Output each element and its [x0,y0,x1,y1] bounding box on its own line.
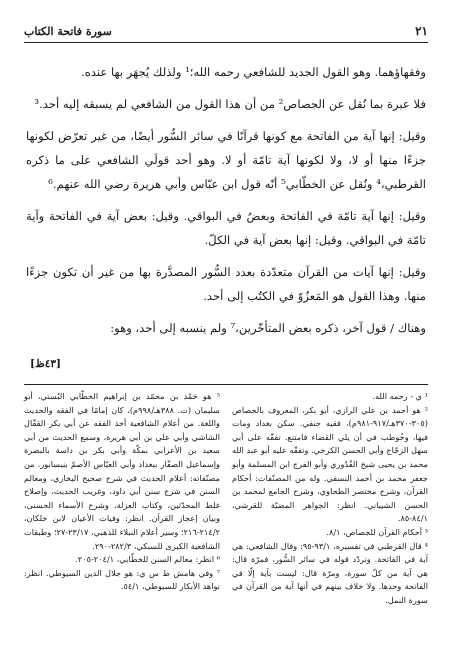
paragraph: فلا عبرة بما نُقل عن الجصاص² من أن هذا القول من الشافعي لم يسبقه إليه أحد.³ [34,97,426,111]
paragraph: وقيل: إنها آيات من القرآن متعدّدة بعدد السُّور المصدَّرة بها من غير أن تكون جزءًا منها. وهذا القول هو المَعزُوّ في الكتُب إلى أحد. [26,265,426,303]
footnote-separator [24,384,428,385]
footnote: ³ أحكام القرآن للجصاص، ٨/١. [326,526,428,537]
page-number: ٢١ [415,24,428,38]
footnotes-left-column [24,390,220,652]
main-text [26,60,426,348]
header-rule [24,42,428,43]
page-header [24,22,428,40]
running-title: سورة فاتحة الكتاب [24,24,112,38]
footnote: ⁵ هو حَمْد بن محمّد بن إبراهيم الخطّابي البُستي، أبو سليمان (ت. ٣٨٨هـ/٩٩٨م)، كان إمامًا في الفقه والحديث واللغة. من أعلام الشافعية أخذ الفقه عن أبي بكر القفّال الشاشي وأبي علي بن أبي هريرة، وسمع الحديث من أبي سعيد بن الأعرابي بمكّة وأبي بكر بن داسة بالبصرة وإسماعيل الصفّار ببغداد وأبي العبّاس الأصمّ بنيسابور. من مصنّفاته: أعلام الحديث في شرح صحيح البخاري، ومعالم السنن في شرح سنن أبي داود، وغريب الحديث، وإصلاح غلط المحدّثين، وكتاب العزلة، وشرح الأسماء الحسنى، وبيان إعجاز القرآن. انظر: وفيات الأعيان لابن خلكان، ٢١٤/٢-٢١٦؛ وسير أعلام النبلاء للذهبي، ٢٣/١٧-٢٧؛ وطبقات الشافعية الكبرى للسبكي، ٢٨٢/٣-٢٩٠. [24,391,220,551]
footnote: ² هو أحمد بن علي الرازي، أبو بكر، المعروف بالجصاص (٣٠٥-٣٧٠هـ/٩١٧-٩٨١م)، فقيه حنفي. سكن بغداد ومات فيها، وخُوطب في أن يلي القضاء فامتنع. تفقّه على أبي سهل الزجّاج وأبي الحسن الكرخي. وتفقّه عليه أبو عبد الله محمد بن يحيى شيخ القُدُوري وأبو الفرج ابن المسلمة وأبو جعفر محمد بن أحمد النسفي. وله من المصنّفات: أحكام القرآن، وشرح مختصر الطحاوي، وشرح الجامع لمحمد بن الحسن الشيباني. انظر: الجواهر المضيّة للقرشي، ٨٤/١-٨٥. [232,404,428,524]
footnote: ⁷ وفي هامش ط س ي: هو جلال الدين السيوطي. انظر: نواهد الأبكار للسيوطي، ٥٤/١. [24,567,220,592]
footnotes [24,390,428,652]
footnote: ⁶ انظر: معالم السنن للخطّابي، ٢٠٤/١-٢٠٥. [75,554,220,565]
paragraph: وقيل: إنها آية من الفاتحة مع كونها قرآنًا في سائر السُّور أيضًا، من غير تعرّض لكونها جزءًا منها أو لا، ولا لكونها آية تامّة أو لا. وهو أحد قولَي الشافعي على ما ذكره القرطبي،⁴ ونُقل عن الخطّابي⁵ أنّه قول ابن عبّاس وأبي هريرة رضي الله عنهم.⁶ [26,129,426,191]
footnotes-right-column [232,390,428,652]
paragraph: وفقهاؤهما. وهو القول الجديد للشافعي رحمه الله؛¹ ولذلك يُجهَر بها عنده. [81,65,426,79]
footnote: ¹ ي - رحمه الله. [372,391,428,401]
paragraph: وهناك / قول آخر، ذكره بعض المتأخّرين،⁷ ولم ينسبه إلى أحد، وهو: [110,321,426,335]
paragraph: وقيل: إنها آية تامّة في الفاتحة وبعضٌ في البواقي. وقيل: بعض آية في الفاتحة وآية تامّة في البواقي. وقيل: إنها بعض آية في الكلّ. [26,209,426,247]
footnote: ⁴ قال القرطبي في تفسيره، ٩٣/١-٩٥: وقال الشافعي: هي آية في الفاتحة. وتردّد قوله في سائر السُّور، فمرّة قال: هي آية من كلّ سورة، ومرّة قال: ليست بآية إلّا في الفاتحة وحدها. ولا خلاف بينهم في أنها آية من القرآن في سورة النمل. [232,540,428,605]
folio-marker: [٤٣ظ] [30,358,61,370]
